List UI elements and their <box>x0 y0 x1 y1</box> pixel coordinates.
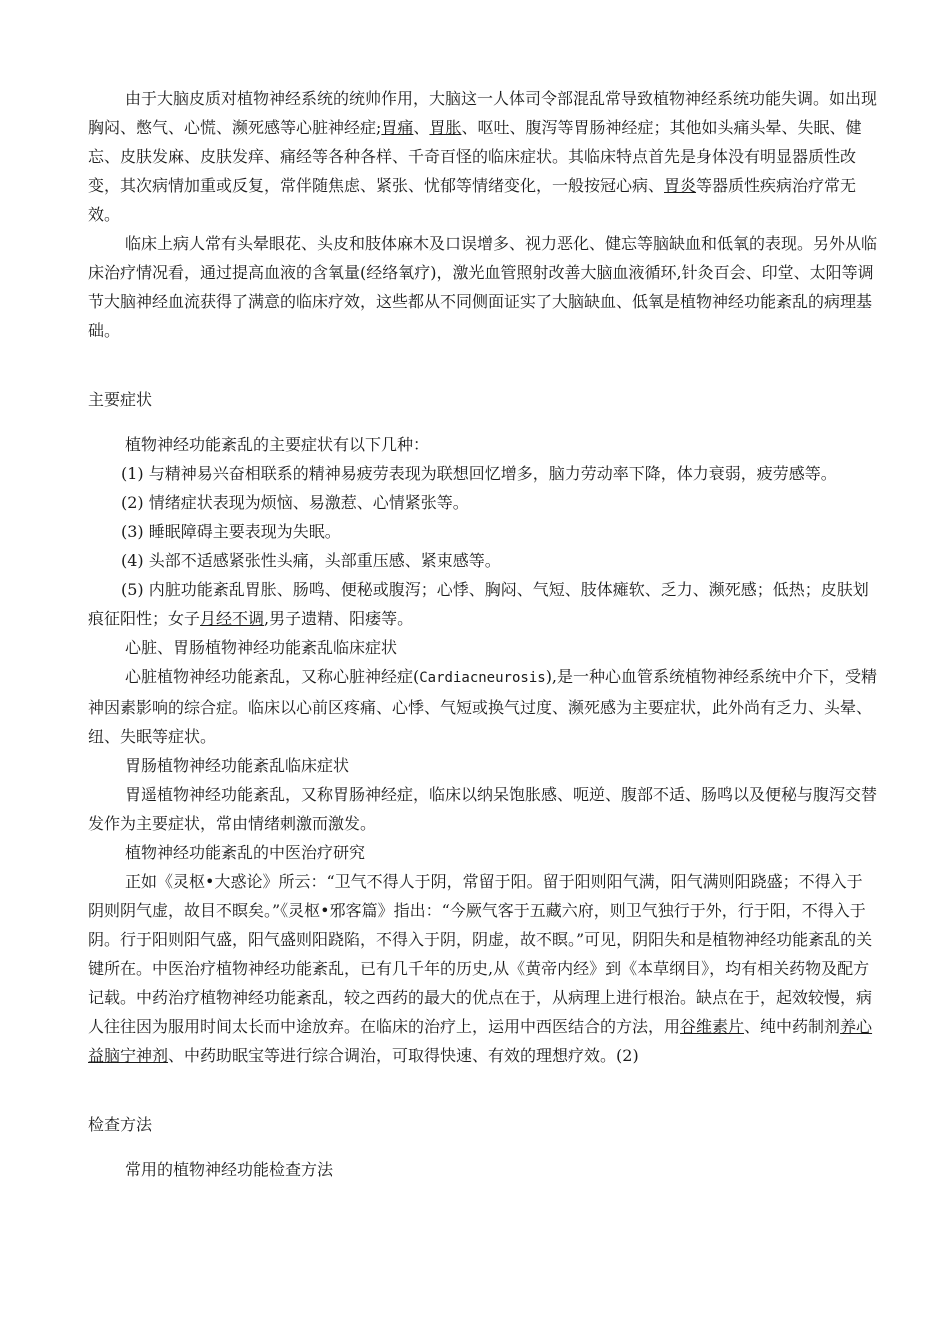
link-stomach-bloating[interactable]: 胃胀 <box>429 118 462 137</box>
text: 正如《灵枢•大惑论》所云：“卫气不得人于阴，常留于阳。留于阳则阳气满，阳气满则阳跷盛；不得入于阴则阴气虚，故目不瞑矣。”《灵枢•邪客篇》指出：“今厥气客于五藏六府，则卫气独行于外，行于阳，不得入于阴。行于阳则阳气盛，阳气盛则阳跷陷，不得入于阴，阴虚，故不瞑。”可见，阴阳失和是植物神经功能紊乱的关键所在。中医治疗植物神经功能紊乱，已有几千年的历史,从《黄帝内经》到《本草纲目》，均有相关药物及配方记载。中药治疗植物神经功能紊乱，较之西药的最大的优点在于，从病理上进行根治。缺点在于，起效较慢，病人往往因为服用时间太长而中途放弃。在临床的治疗上，运用中西医结合的方法，用 <box>88 872 873 1036</box>
symptom-item-1: (1) 与精神易兴奋相联系的精神易疲劳表现为联想回忆增多，脑力劳动率下降，体力衰弱，疲劳感等。 <box>121 464 837 483</box>
symptom-item-5 <box>88 575 878 633</box>
english-term: Cardiacneurosis <box>419 670 546 686</box>
section-heading-symptoms: 主要症状 <box>88 390 153 409</box>
symptoms-intro: 植物神经功能紊乱的主要症状有以下几种： <box>125 435 430 454</box>
symptom-item-3: (3) 睡眠障碍主要表现为失眠。 <box>121 522 341 541</box>
text: 、中药助眠宝等进行综合调治，可取得快速、有效的理想疗效。(2) <box>168 1046 639 1065</box>
symptom-item-2: (2) 情绪症状表现为烦恼、易激惹、心情紧张等。 <box>121 493 469 512</box>
spacer <box>88 345 878 385</box>
paragraph-brain-cortex <box>88 84 878 229</box>
spacer <box>88 1070 878 1110</box>
text: 由于大脑皮质对植物神经系统的统帅作用，大脑这一人体司令部混乱常导致植物神经系统功能失调。如出现胸闷、憋气、心慌、濒死感等心脏神经症; <box>88 89 878 137</box>
text: 等器质性疾病治疗常无效。 <box>88 176 857 224</box>
spacer <box>88 1139 878 1155</box>
text: 心脏植物神经功能紊乱，又称心脏神经症( <box>125 667 420 686</box>
exam-intro: 常用的植物神经功能检查方法 <box>125 1160 334 1179</box>
spacer <box>88 414 878 430</box>
paragraph-tcm <box>88 867 878 1070</box>
document-body <box>88 84 878 1184</box>
section-heading-exam: 检查方法 <box>88 1115 153 1134</box>
subheading-gut: 胃肠植物神经功能紊乱临床症状 <box>125 756 350 775</box>
link-oryzanol-tablets[interactable]: 谷维素片 <box>680 1017 745 1036</box>
text: 、纯中药制剂 <box>744 1017 841 1036</box>
paragraph-clinical: 临床上病人常有头晕眼花、头皮和肢体麻木及口误增多、视力恶化、健忘等脑缺血和低氧的表现。另外从临床治疗情况看，通过提高血液的含氧量(经络氧疗)，激光血管照射改善大脑血液循环,针灸百会、印堂、太阳等调节大脑神经血流获得了满意的临床疗效，这些都从不同侧面证实了大脑缺血、低氧是植物神经功能紊乱的病理基础。 <box>88 234 878 340</box>
symptom-item-4: (4) 头部不适感紧张性头痛，头部重压感、紧束感等。 <box>121 551 501 570</box>
text: ),是一种心血管系统植物神经系统中介下，受精神因素影响的综合症。临床以心前区疼痛、心悸、气短或换气过度、濒死感为主要症状，此外尚有乏力、头晕、纽、失眠等症状。 <box>88 667 878 746</box>
text: 、呕吐、腹泻等胃肠神经症；其他如头痛头晕、失眠、健忘、皮肤发麻、皮肤发痒、痛经等各种各样、千奇百怪的临床症状。其临床特点首先是身体没有明显器质性改变，其次病情加重或反复，常伴随焦虑、紧张、忧郁等情绪变化，一般按冠心病、 <box>88 118 862 195</box>
link-gastritis[interactable]: 胃炎 <box>664 176 697 195</box>
subheading-heart-gut: 心脏、胃肠植物神经功能紊乱临床症状 <box>125 638 398 657</box>
paragraph-gut-neurosis: 胃遥植物神经功能紊乱，又称胃肠神经症，临床以纳呆饱胀感、呃逆、腹部不适、肠鸣以及便秘与腹泻交替发作为主要症状，常由情绪刺激而激发。 <box>88 785 878 833</box>
paragraph-cardiac-neurosis <box>88 662 878 751</box>
link-menstrual-disorder[interactable]: 月经不调 <box>200 609 265 628</box>
link-herbal-preparation[interactable]: 养心益脑宁神剂 <box>88 1017 873 1065</box>
link-stomach-pain[interactable]: 胃痛 <box>381 118 414 137</box>
text: 、 <box>413 118 430 137</box>
subheading-tcm: 植物神经功能紊乱的中医治疗研究 <box>125 843 366 862</box>
text: (5) 内脏功能紊乱胃胀、肠鸣、便秘或腹泻；心悸、胸闷、气短、肢体瘫软、乏力、濒死感；低热；皮肤划痕征阳性；女子 <box>88 580 869 628</box>
text: ,男子遗精、阳痿等。 <box>264 609 414 628</box>
